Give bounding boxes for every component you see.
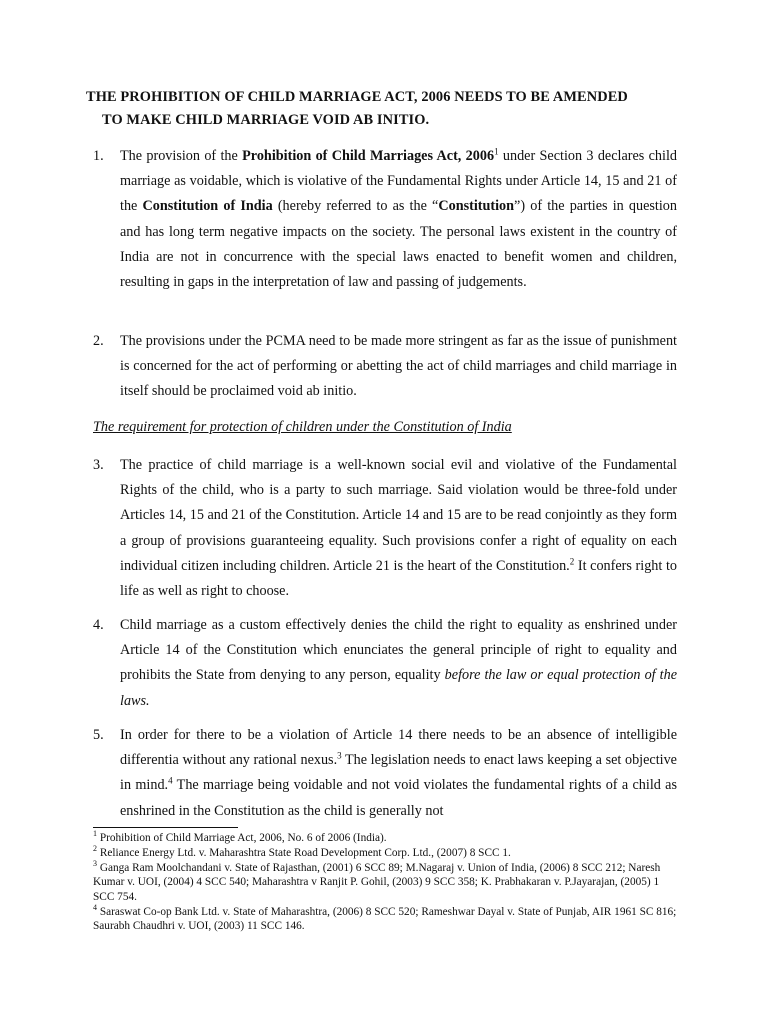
footnote-2 [93,846,683,860]
footnote-ref: 2 [569,556,575,567]
paragraph-number: 5. [93,727,104,743]
paragraph-number: 2. [93,333,104,349]
paragraph-body: The provisions under the PCMA need to be made more stringent as far as the issue of punishment is concerned for the act of performing or abetting the act of child marriages and child marriage in itself should be proclaimed void ab initio. [120,333,677,400]
footnote-number: 2 [93,844,97,854]
footnote-ref: 4 [168,775,173,786]
footnote-ref: 3 [337,750,342,761]
paragraph-4 [93,613,677,714]
paragraph-number: 3. [93,457,104,473]
title-line-2: TO MAKE CHILD MARRIAGE VOID AB INITIO. [102,112,430,128]
act-name: Prohibition of Child Marriages Act, 2006 [242,148,495,164]
footnote-number: 1 [93,829,97,839]
paragraph-1 [93,144,677,295]
footnote-separator [93,827,238,828]
footnote-text: Prohibition of Child Marriage Act, 2006, No. 6 of 2006 (India). [99,832,387,844]
paragraph-body: The practice of child marriage is a well-known social evil and violative of the Fundamental Rights of the child, who is a party to such marriage. Said violation would be three-fold under Articles 14, 15 and 21 of the Constitution. Article 14 and 15 are to be read conjointly as they form a group of provisions guaranteeing equality. Such provisions confer a right of equality on each individual citizen including children. Article 21 is the heart of the Constitution.$^2$ It confers right to life as well as right to choose. [120,457,677,600]
footnote-text: Saraswat Co-op Bank Ltd. v. State of Maharashtra, (2006) 8 SCC 520; Rameshwar Dayal v. State of Punjab, AIR 1961 SC 816; Saurabh Chaudhri v. UOI, (2003) 11 SCC 146. [93,906,677,933]
paragraph-2 [93,329,677,405]
footnote-text: Reliance Energy Ltd. v. Maharashtra State Road Development Corp. Ltd., (2007) 8 SCC 1. [99,847,511,859]
footnote-number: 4 [93,903,97,913]
constitution-name: Constitution of India [142,198,273,215]
footnote-number: 3 [93,859,97,869]
constitution-short-name: Constitution [438,198,515,215]
paragraph-5 [93,723,677,824]
footnote-4 [93,905,683,934]
paragraph-body: The provision of the Prohibition of Child Marriages Act, 2006$^1$ under Section 3 declares child marriage as voidable, which is violative of the Fundamental Rights under Article 14, 15 and 21 of the Constitution of India (hereby referred to as the “Constitution”) of the parties in question and has long term negative impacts on the society. The personal laws existent in the country of India are not in concurrence with the special laws enacted to benefit women and children, resulting in gaps in the interpretation of law and passing of judgements. [120,146,677,291]
paragraph-number: 1. [93,148,104,164]
footnote-ref: 1 [494,146,499,157]
paragraph-body: Child marriage as a custom effectively denies the child the right to equality as enshrined under Article 14 of the Constitution which enunciates the general principle of right to equality and prohibits the State from denying to any person, equality before the law or equal protection of the laws. [120,617,678,709]
section-heading: The requirement for protection of children under the Constitution of India [93,419,512,435]
footnote-text: Ganga Ram Moolchandani v. State of Rajasthan, (2001) 6 SCC 89; M.Nagaraj v. Union of India, (2006) 8 SCC 212; Naresh Kumar v. UOI, (2004) 4 SCC 540; Maharashtra v Ranjit P. Gohil, (2003) 9 SCC 358; K. Prabhakaran v. P.Jayarajan, (2005) 1 SCC 754. [93,862,661,903]
document-title [86,86,686,132]
paragraph-number: 4. [93,617,104,633]
title-line-1: THE PROHIBITION OF CHILD MARRIAGE ACT, 2006 NEEDS TO BE AMENDED [86,89,628,105]
paragraph-body: In order for there to be a violation of Article 14 there needs to be an absence of intelligible differentia without any rational nexus.$^3$ The legislation needs to enact laws keeping a set objective in mind.$^4$ The marriage being voidable and not void violates the fundamental rights of a child as enshrined in the Constitution as the child is generally not [120,727,677,819]
paragraph-3 [93,453,677,604]
italic-phrase: before the law or equal protection of the laws. [120,667,678,709]
footnote-3 [93,861,683,904]
footnote-1 [93,831,683,845]
